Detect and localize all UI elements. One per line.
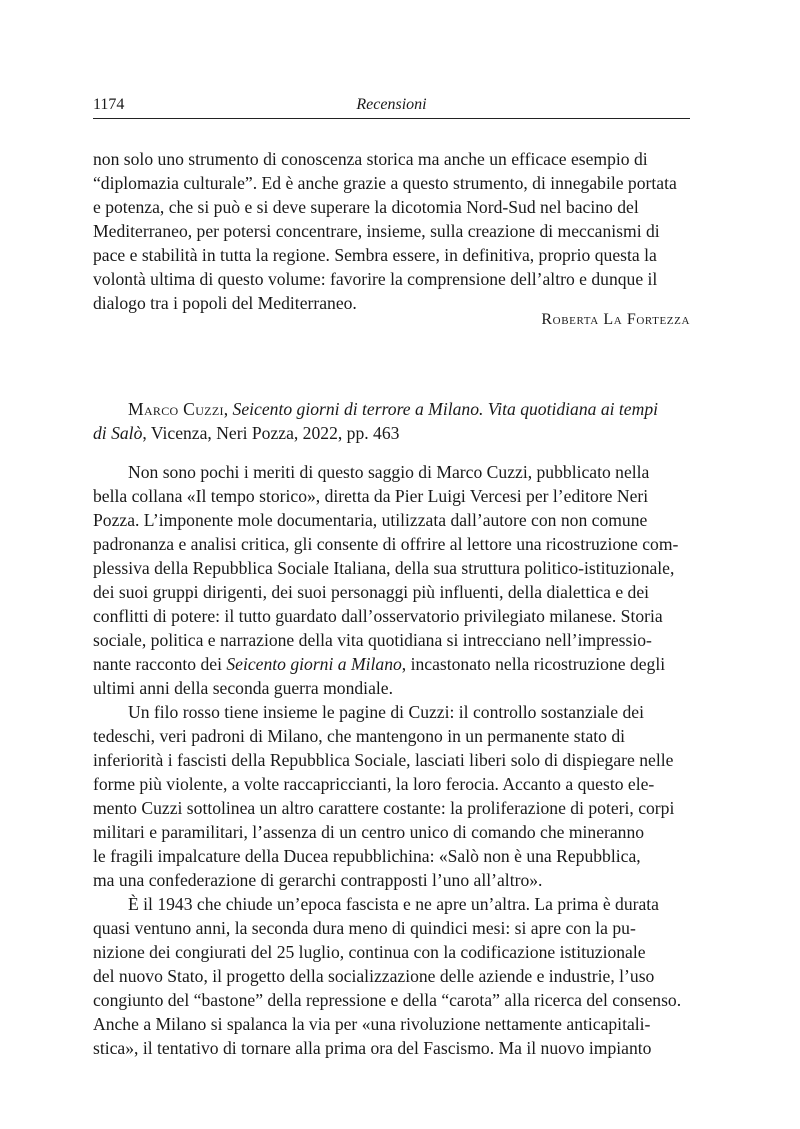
text-line: non solo uno strumento di conoscenza storica ma anche un efficace esempio di [93,149,648,169]
book-citation [93,397,690,445]
page-number: 1174 [93,96,125,113]
italic-title: Seicento giorni a Milano [226,654,402,674]
text-line: ultimi anni della seconda guerra mondiale. [93,678,393,698]
book-author: Marco Cuzzi [128,399,224,419]
text-line: stica», il tentativo di tornare alla prima ora del Fascismo. Ma il nuovo impianto [93,1038,652,1058]
text-line: ma una confederazione di gerarchi contrapposti l’uno all’altro». [93,870,543,890]
text-line: e potenza, che si può e si deve superare la dicotomia Nord-Sud nel bacino del [93,197,639,217]
text-line: padronanza e analisi critica, gli consente di offrire al lettore una ricostruzione com- [93,534,679,554]
text-line: le fragili impalcature della Ducea repubblichina: «Salò non è una Repubblica, [93,846,641,866]
text-line: bella collana «Il tempo storico», diretta da Pier Luigi Vercesi per l’editore Neri [93,486,649,506]
review-paragraph-3 [93,892,690,1060]
review-paragraph-1 [93,460,690,700]
review-paragraph-2 [93,700,690,892]
book-title: Seicento giorni di terrore a Milano. Vita quotidiana ai tempi [232,399,659,419]
text-line: È il 1943 che chiude un’epoca fascista e ne apre un’altra. La prima è durata [128,894,659,914]
first-review-closing-paragraph [93,147,690,315]
text-line: “diplomazia culturale”. Ed è anche grazie a questo strumento, di innegabile portata [93,173,677,193]
text-line: volontà ultima di questo volume: favorire la comprensione dell’altro e dunque il [93,269,658,289]
text-run: , incastonato nella ricostruzione degli [401,654,666,674]
text-line: inferiorità i fascisti della Repubblica Sociale, lasciati liberi solo di dispiegare nelle [93,750,674,770]
text-line: Un filo rosso tiene insieme le pagine di Cuzzi: il controllo sostanziale dei [128,702,644,722]
text-line: mento Cuzzi sottolinea un altro carattere costante: la proliferazione di poteri, corpi [93,798,675,818]
text-line: tedeschi, veri padroni di Milano, che mantengono in un permanente stato di [93,726,626,746]
running-head: Recensioni [356,96,427,113]
text-line: Non sono pochi i meriti di questo saggio di Marco Cuzzi, pubblicato nella [128,462,650,482]
text-line: conflitti di potere: il tutto guardato dall’osservatorio privilegiato milanese. Storia [93,606,663,626]
text-line: dei suoi gruppi dirigenti, dei suoi personaggi più influenti, della dialettica e dei [93,582,650,602]
citation-line-1: Marco Cuzzi, Seicento giorni di terrore a Milano. Vita quotidiana ai tempi [128,399,659,419]
text-line: militari e paramilitari, l’assenza di un centro unico di comando che mineranno [93,822,645,842]
reviewer-signature: Roberta La Fortezza [541,311,690,328]
text-line: Pozza. L’imponente mole documentaria, utilizzata dall’autore con non comune [93,510,648,530]
text-line: congiunto del “bastone” della repressione e della “carota” alla ricerca del consenso. [93,990,682,1010]
text-line: forme più violente, a volte raccapriccianti, la loro ferocia. Accanto a questo ele- [93,774,655,794]
text-line [93,652,690,676]
text-line: pace e stabilità in tutta la regione. Sembra essere, in definitiva, proprio questa la [93,245,657,265]
citation-line-2 [93,421,690,445]
text-line: Anche a Milano si spalanca la via per «una rivoluzione nettamente anticapitali- [93,1014,651,1034]
text-line: plessiva della Repubblica Sociale Italiana, della sua struttura politico-istituzionale, [93,558,675,578]
text-run: nante racconto dei [93,654,227,674]
second-review-body [93,460,690,1060]
book-title-cont: di Salò [93,423,143,443]
text-line: del nuovo Stato, il progetto della socializzazione delle aziende e industrie, l’uso [93,966,655,986]
text-line: dialogo tra i popoli del Mediterraneo. [93,293,357,313]
text-line: quasi ventuno anni, la seconda dura meno di quindici mesi: si apre con la pu- [93,918,636,938]
text-line: nizione dei congiurati del 25 luglio, continua con la codificazione istituzionale [93,942,646,962]
text-line: Mediterraneo, per potersi concentrare, insieme, sulla creazione di meccanismi di [93,221,660,241]
book-publication: , Vicenza, Neri Pozza, 2022, pp. 463 [142,423,400,443]
text-line: sociale, politica e narrazione della vita quotidiana si intrecciano nell’impressio- [93,630,652,650]
page-header [93,88,690,119]
